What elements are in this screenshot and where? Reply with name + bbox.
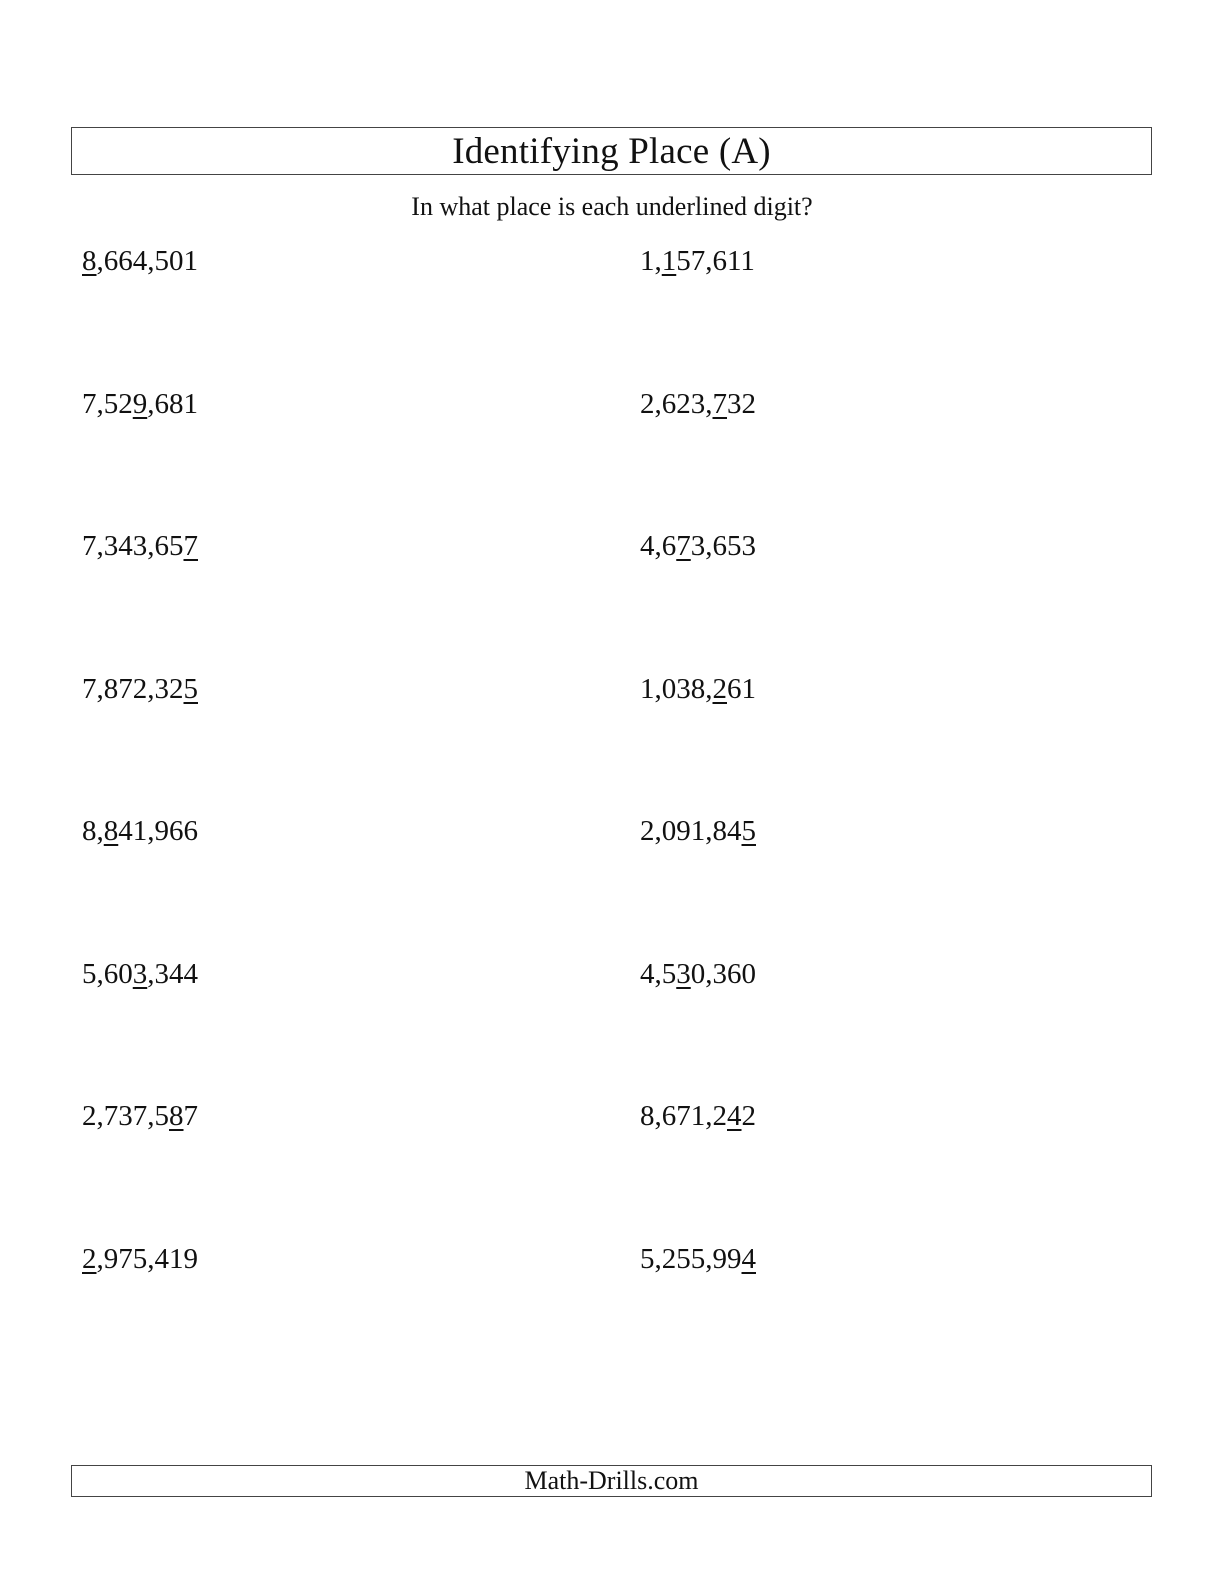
problem-number xyxy=(640,387,756,421)
number-part: 1, xyxy=(640,245,662,277)
number-part: 4,5 xyxy=(640,957,677,990)
underlined-digit: 4 xyxy=(727,1100,742,1132)
number-part: 41,966 xyxy=(118,815,198,847)
underlined-digit: 4 xyxy=(741,1242,756,1275)
number-part: 2,623, xyxy=(640,387,713,420)
number-part: 61 xyxy=(727,672,756,705)
number-part: 1,038, xyxy=(640,672,713,705)
underlined-digit: 5 xyxy=(741,815,756,847)
number-part: ,975,419 xyxy=(96,1242,198,1275)
number-part: 5,60 xyxy=(82,957,133,990)
number-part: 7,872,32 xyxy=(82,672,184,705)
problem-number xyxy=(640,814,756,848)
number-part: 7 xyxy=(183,1100,198,1132)
problem-number xyxy=(640,1099,756,1133)
underlined-digit: 3 xyxy=(132,957,148,990)
problem-number xyxy=(640,957,756,991)
number-part: 57,611 xyxy=(676,245,755,277)
number-part: ,681 xyxy=(147,387,198,420)
number-part: 7,52 xyxy=(82,387,133,420)
underlined-digit: 2 xyxy=(82,1242,97,1275)
problem-number xyxy=(82,672,198,706)
problem-number xyxy=(82,1242,198,1276)
problem-number xyxy=(82,1099,198,1133)
problem-number xyxy=(640,672,756,706)
number-part: 7,343,65 xyxy=(82,530,184,562)
number-part: 4,6 xyxy=(640,530,677,562)
underlined-digit: 9 xyxy=(132,387,148,420)
number-part: 0,360 xyxy=(690,957,756,990)
number-part: 8, xyxy=(82,815,104,847)
number-part: ,344 xyxy=(147,957,198,990)
problem-number xyxy=(82,387,198,421)
number-part: 32 xyxy=(727,387,756,420)
underlined-digit: 7 xyxy=(183,530,198,562)
number-part: 8,671,2 xyxy=(640,1100,727,1132)
number-part: 3,653 xyxy=(690,530,756,562)
problem-number xyxy=(640,244,755,278)
underlined-digit: 8 xyxy=(103,815,119,847)
number-part: 2,091,84 xyxy=(640,815,742,847)
underlined-digit: 8 xyxy=(82,245,97,277)
problem-number xyxy=(82,244,198,278)
underlined-digit: 7 xyxy=(676,530,691,562)
problem-number xyxy=(82,957,198,991)
underlined-digit: 2 xyxy=(712,672,727,705)
number-part: 2,737,5 xyxy=(82,1100,169,1132)
underlined-digit: 1 xyxy=(661,245,677,277)
problem-number xyxy=(82,814,198,848)
underlined-digit: 7 xyxy=(712,387,727,420)
underlined-digit: 8 xyxy=(169,1100,184,1132)
footer-text: Math-Drills.com xyxy=(524,1466,699,1495)
problem-number xyxy=(640,529,756,563)
page-title: Identifying Place (A) xyxy=(452,130,771,172)
problem-number xyxy=(82,529,198,563)
number-part: 2 xyxy=(741,1100,756,1132)
footer-box xyxy=(71,1465,1152,1497)
problem-number xyxy=(640,1242,756,1276)
number-part: ,664,501 xyxy=(96,245,198,277)
instructions: In what place is each underlined digit? xyxy=(411,192,813,221)
underlined-digit: 3 xyxy=(676,957,691,990)
underlined-digit: 5 xyxy=(183,672,198,705)
number-part: 5,255,99 xyxy=(640,1242,742,1275)
